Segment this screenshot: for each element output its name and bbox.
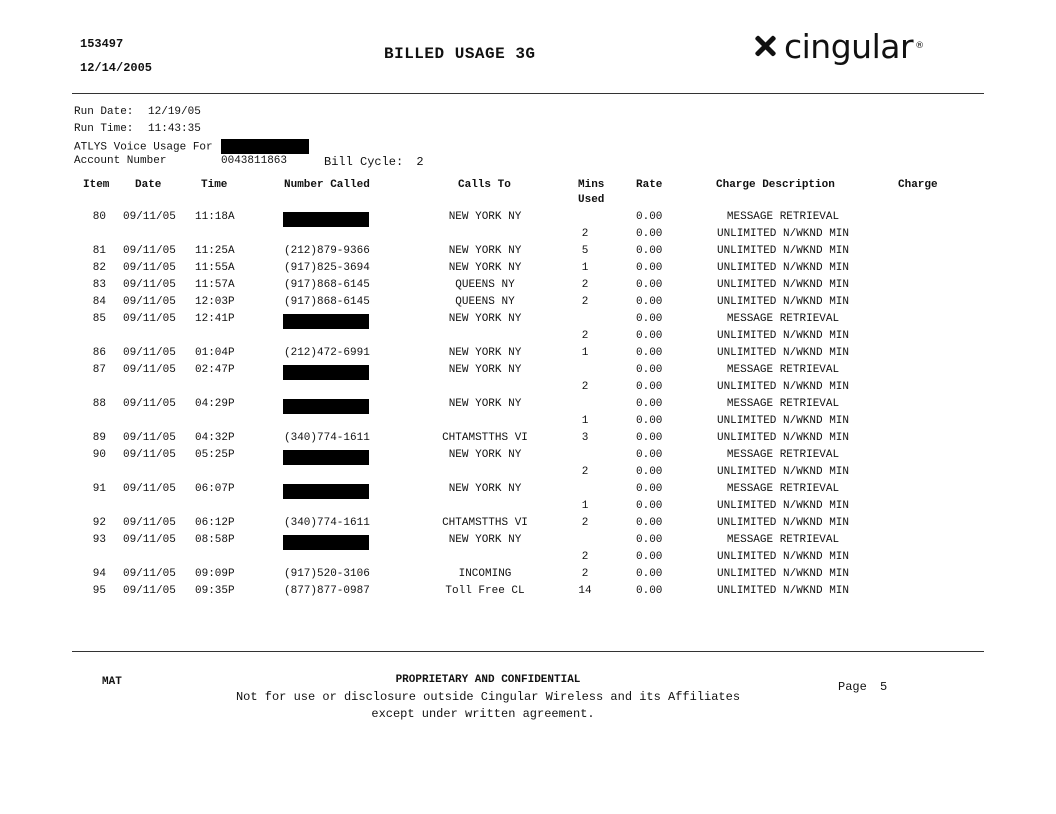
table-row: [0, 313, 1056, 330]
charge-description-cell: UNLIMITED N/WKND MIN: [716, 262, 850, 275]
account-line: [74, 155, 166, 167]
table-row: [0, 585, 1056, 602]
calls-to-cell: CHTAMSTTHS VI: [442, 432, 528, 445]
number-called-cell: (212)879-9366: [284, 245, 370, 258]
rate-cell: 0.00: [636, 415, 663, 428]
calls-to-cell: NEW YORK NY: [448, 245, 522, 258]
item-cell: 94: [92, 568, 106, 581]
item-cell: 88: [92, 398, 106, 411]
number-called-cell: (212)472-6991: [284, 347, 370, 360]
time-cell: 11:18A: [195, 211, 235, 223]
header-divider: [72, 93, 984, 94]
table-row: [0, 398, 1056, 415]
column-header-mins-used: [578, 178, 604, 208]
table-row: [0, 449, 1056, 466]
agreement-notice: except under written agreement.: [371, 707, 595, 721]
calls-to-cell: CHTAMSTTHS VI: [442, 517, 528, 530]
charge-description-cell: MESSAGE RETRIEVAL: [726, 398, 840, 411]
item-cell: 93: [92, 534, 106, 547]
charge-description-cell: UNLIMITED N/WKND MIN: [716, 432, 850, 445]
cingular-logo: [752, 26, 924, 66]
column-header-charge-description: Charge Description: [716, 179, 835, 191]
calls-to-cell: NEW YORK NY: [448, 347, 522, 360]
footer-code: MAT: [102, 676, 122, 688]
rate-cell: 0.00: [636, 347, 663, 360]
time-cell: 12:41P: [195, 313, 235, 326]
date-cell: 09/11/05: [123, 245, 176, 258]
item-cell: 81: [92, 245, 106, 258]
rate-cell: 0.00: [636, 483, 663, 496]
time-cell: 04:29P: [195, 398, 235, 411]
footer-divider: [72, 651, 984, 652]
date-cell: 09/11/05: [123, 313, 176, 326]
rate-cell: 0.00: [636, 551, 663, 564]
table-row: [0, 364, 1056, 381]
charge-description-cell: UNLIMITED N/WKND MIN: [716, 279, 850, 292]
item-cell: 89: [92, 432, 106, 445]
column-header-item: Item: [83, 179, 110, 191]
calls-to-cell: NEW YORK NY: [448, 483, 522, 496]
number-called-cell: (917)825-3694: [284, 262, 370, 275]
document-id: 153497: [80, 37, 124, 51]
rate-cell: 0.00: [636, 381, 663, 394]
number-called-cell: (877)877-0987: [284, 585, 370, 598]
table-row: [0, 330, 1056, 347]
time-cell: 05:25P: [195, 449, 235, 462]
charge-description-cell: UNLIMITED N/WKND MIN: [716, 347, 850, 360]
mins-used-cell: 2: [581, 517, 589, 530]
mins-used-cell: 14: [578, 585, 592, 598]
mins-used-cell: 3: [581, 432, 589, 445]
time-cell: 06:12P: [195, 517, 235, 530]
table-row: [0, 500, 1056, 517]
redacted-number-block: [283, 484, 369, 499]
run-date-value: 12/19/05: [148, 106, 201, 118]
item-cell: 91: [92, 483, 106, 496]
time-cell: 09:09P: [195, 568, 235, 581]
number-called-cell: (340)774-1611: [284, 517, 370, 530]
table-row: [0, 279, 1056, 296]
mins-used-cell: 2: [581, 551, 589, 564]
charge-description-cell: MESSAGE RETRIEVAL: [726, 449, 840, 462]
item-cell: 85: [92, 313, 106, 326]
rate-cell: 0.00: [636, 228, 663, 241]
number-called-cell: (917)520-3106: [284, 568, 370, 581]
column-header-number-called: Number Called: [284, 179, 370, 191]
rate-cell: 0.00: [636, 500, 663, 513]
charge-description-cell: MESSAGE RETRIEVAL: [726, 211, 840, 223]
account-label: Account Number: [74, 155, 167, 167]
bill-cycle-line: [324, 155, 424, 169]
rate-cell: 0.00: [636, 262, 663, 275]
mins-used-cell: 2: [581, 279, 589, 292]
registered-mark: ®: [915, 41, 925, 51]
calls-to-cell: NEW YORK NY: [448, 313, 522, 326]
mins-used-cell: 1: [581, 262, 589, 275]
date-cell: 09/11/05: [123, 347, 176, 360]
item-cell: 92: [92, 517, 106, 530]
page-number: 5: [880, 680, 888, 694]
rate-cell: 0.00: [636, 585, 663, 598]
rate-cell: 0.00: [636, 313, 663, 326]
time-cell: 09:35P: [195, 585, 235, 598]
charge-description-cell: UNLIMITED N/WKND MIN: [716, 568, 850, 581]
rate-cell: 0.00: [636, 398, 663, 411]
time-cell: 04:32P: [195, 432, 235, 445]
table-row: [0, 432, 1056, 449]
column-header-charge: Charge: [898, 179, 938, 191]
date-cell: 09/11/05: [123, 296, 176, 309]
charge-description-cell: UNLIMITED N/WKND MIN: [716, 228, 850, 241]
disclosure-notice: Not for use or disclosure outside Cingular Wireless and its Affiliates: [235, 690, 741, 704]
usage-for-label: ATLYS Voice Usage For: [74, 141, 213, 154]
table-row: [0, 347, 1056, 364]
time-cell: 06:07P: [195, 483, 235, 496]
item-cell: 82: [92, 262, 106, 275]
run-date-label: Run Date:: [74, 106, 134, 118]
date-cell: 09/11/05: [123, 568, 176, 581]
rate-cell: 0.00: [636, 279, 663, 292]
rate-cell: 0.00: [636, 211, 663, 223]
date-cell: 09/11/05: [123, 398, 176, 411]
date-cell: 09/11/05: [123, 585, 176, 598]
date-cell: 09/11/05: [123, 449, 176, 462]
item-cell: 86: [92, 347, 106, 360]
time-cell: 11:55A: [195, 262, 235, 275]
charge-description-cell: MESSAGE RETRIEVAL: [726, 364, 840, 377]
run-time-value: 11:43:35: [148, 123, 201, 135]
bill-cycle-value: 2: [416, 155, 424, 169]
calls-to-cell: NEW YORK NY: [448, 211, 522, 223]
rate-cell: 0.00: [636, 245, 663, 258]
mins-used-cell: 1: [581, 415, 589, 428]
calls-to-cell: Toll Free CL: [445, 585, 525, 598]
mins-used-cell: 1: [581, 500, 589, 513]
calls-to-cell: NEW YORK NY: [448, 398, 522, 411]
mins-used-cell: 2: [581, 381, 589, 394]
date-cell: 09/11/05: [123, 364, 176, 377]
table-row: [0, 466, 1056, 483]
number-called-cell: (340)774-1611: [284, 432, 370, 445]
redacted-number-block: [283, 212, 369, 227]
date-cell: 09/11/05: [123, 517, 176, 530]
mins-used-cell: 2: [581, 330, 589, 343]
date-cell: 09/11/05: [123, 211, 176, 223]
charge-description-cell: UNLIMITED N/WKND MIN: [716, 551, 850, 564]
date-cell: 09/11/05: [123, 432, 176, 445]
table-row: [0, 262, 1056, 279]
column-header-time: Time: [201, 179, 228, 191]
calls-to-cell: INCOMING: [458, 568, 512, 581]
table-row: [0, 296, 1056, 313]
item-cell: 90: [92, 449, 106, 462]
column-header-date: Date: [135, 179, 162, 191]
run-time-label: Run Time:: [74, 123, 134, 135]
charge-description-cell: MESSAGE RETRIEVAL: [726, 313, 840, 326]
page-indicator: [838, 680, 887, 694]
logo-text: cingular: [784, 26, 914, 66]
time-cell: 01:04P: [195, 347, 235, 360]
number-called-cell: (917)868-6145: [284, 296, 370, 309]
time-cell: 11:57A: [195, 279, 235, 292]
redacted-number-block: [283, 399, 369, 414]
table-row: [0, 415, 1056, 432]
rate-cell: 0.00: [636, 517, 663, 530]
time-cell: 11:25A: [195, 245, 235, 258]
item-cell: 87: [92, 364, 106, 377]
table-row: [0, 534, 1056, 551]
charge-description-cell: UNLIMITED N/WKND MIN: [716, 466, 850, 479]
table-row: [0, 245, 1056, 262]
date-cell: 09/11/05: [123, 279, 176, 292]
charge-description-cell: UNLIMITED N/WKND MIN: [716, 500, 850, 513]
column-header-calls-to: Calls To: [458, 179, 511, 191]
time-cell: 02:47P: [195, 364, 235, 377]
cingular-x-icon: [752, 33, 778, 59]
date-cell: 09/11/05: [123, 483, 176, 496]
redacted-number-block: [283, 450, 369, 465]
charge-description-cell: UNLIMITED N/WKND MIN: [716, 296, 850, 309]
calls-to-cell: NEW YORK NY: [448, 262, 522, 275]
rate-cell: 0.00: [636, 432, 663, 445]
table-row: [0, 228, 1056, 245]
charge-description-cell: UNLIMITED N/WKND MIN: [716, 245, 850, 258]
mins-used-cell: 2: [581, 568, 589, 581]
charge-description-cell: UNLIMITED N/WKND MIN: [716, 381, 850, 394]
date-cell: 09/11/05: [123, 262, 176, 275]
document-date: 12/14/2005: [80, 61, 153, 75]
redacted-number-block: [283, 365, 369, 380]
charge-description-cell: UNLIMITED N/WKND MIN: [716, 415, 850, 428]
charge-description-cell: UNLIMITED N/WKND MIN: [716, 517, 850, 530]
calls-to-cell: NEW YORK NY: [448, 364, 522, 377]
rate-cell: 0.00: [636, 534, 663, 547]
redacted-block: [221, 139, 309, 154]
date-cell: 09/11/05: [123, 534, 176, 547]
usage-for-line: [74, 139, 309, 154]
run-time-line: [74, 123, 201, 135]
redacted-number-block: [283, 535, 369, 550]
charge-description-cell: UNLIMITED N/WKND MIN: [716, 585, 850, 598]
mins-header-line2: Used: [578, 194, 605, 206]
charge-description-cell: UNLIMITED N/WKND MIN: [716, 330, 850, 343]
page-title: BILLED USAGE 3G: [384, 45, 536, 63]
item-cell: 84: [92, 296, 106, 309]
account-number: 0043811863: [221, 155, 288, 167]
mins-used-cell: 2: [581, 296, 589, 309]
rate-cell: 0.00: [636, 449, 663, 462]
charge-description-cell: MESSAGE RETRIEVAL: [726, 483, 840, 496]
rate-cell: 0.00: [636, 568, 663, 581]
table-row: [0, 381, 1056, 398]
mins-used-cell: 1: [581, 347, 589, 360]
item-cell: 83: [92, 279, 106, 292]
mins-header-line1: Mins: [578, 179, 605, 191]
table-row: [0, 483, 1056, 500]
calls-to-cell: QUEENS NY: [455, 279, 515, 292]
time-cell: 12:03P: [195, 296, 235, 309]
table-row: [0, 551, 1056, 568]
rate-cell: 0.00: [636, 466, 663, 479]
confidential-notice: PROPRIETARY AND CONFIDENTIAL: [395, 674, 581, 686]
calls-to-cell: NEW YORK NY: [448, 449, 522, 462]
table-row: [0, 517, 1056, 534]
rate-cell: 0.00: [636, 330, 663, 343]
table-row: [0, 211, 1056, 228]
mins-used-cell: 2: [581, 228, 589, 241]
run-date-line: [74, 106, 201, 118]
item-cell: 95: [92, 585, 106, 598]
table-row: [0, 568, 1056, 585]
calls-to-cell: NEW YORK NY: [448, 534, 522, 547]
rate-cell: 0.00: [636, 364, 663, 377]
mins-used-cell: 2: [581, 466, 589, 479]
redacted-number-block: [283, 314, 369, 329]
time-cell: 08:58P: [195, 534, 235, 547]
column-header-rate: Rate: [636, 179, 663, 191]
bill-cycle-label: Bill Cycle:: [324, 155, 404, 169]
calls-to-cell: QUEENS NY: [455, 296, 515, 309]
item-cell: 80: [92, 211, 106, 223]
mins-used-cell: 5: [581, 245, 589, 258]
charge-description-cell: MESSAGE RETRIEVAL: [726, 534, 840, 547]
rate-cell: 0.00: [636, 296, 663, 309]
number-called-cell: (917)868-6145: [284, 279, 370, 292]
page-label: Page: [838, 680, 867, 694]
